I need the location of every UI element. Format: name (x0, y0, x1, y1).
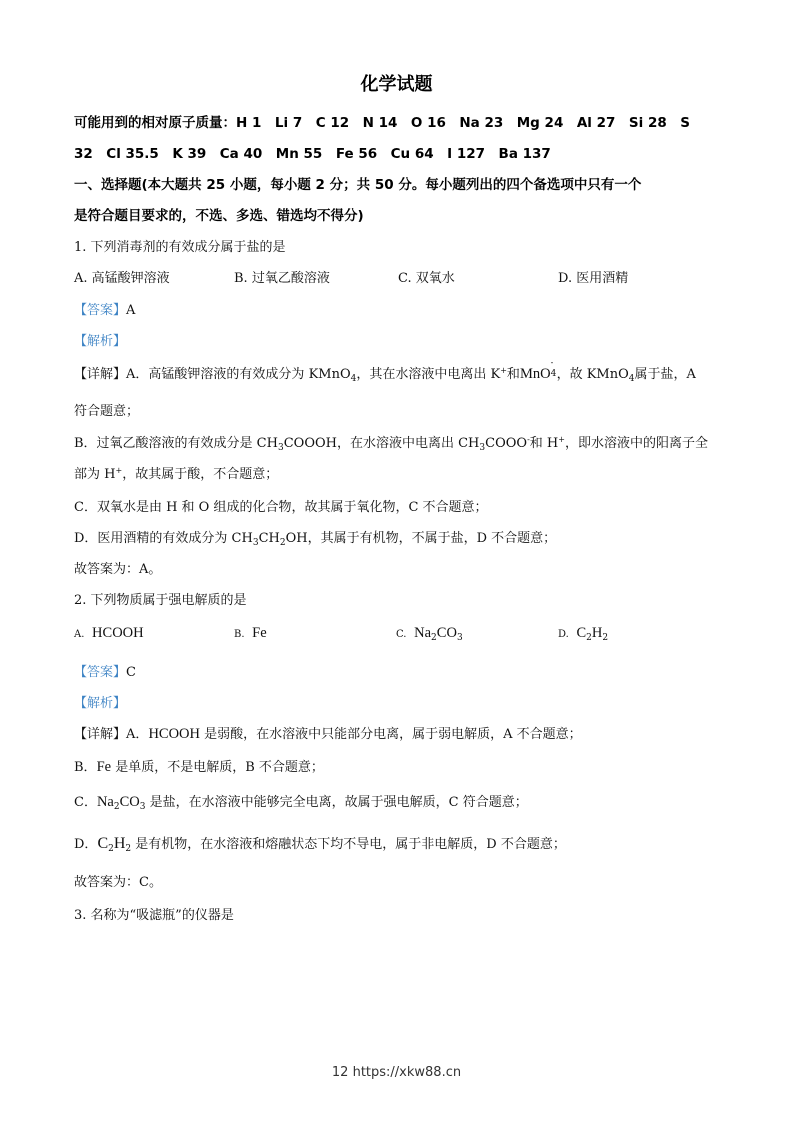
q1-detail-a: 【详解】A．高锰酸钾溶液的有效成分为 KMnO$_4$，其在水溶液中电离出 K+和MnO - 4 ，故 KMnO$_4$属于盐，A (74, 358, 696, 384)
q1-detail-b-cont-text-2: ，故其属于酸，不合题意； (122, 467, 279, 482)
q1-option-a: A. 高锰酸钾溶液 (74, 271, 170, 286)
q2-detail-b (74, 756, 324, 776)
analysis-label: 解析 (87, 334, 114, 349)
q1-detail-d-text-3: OH，其属于有机物，不属于盐，D 不合题意； (285, 531, 557, 546)
q2-option-a-formula: HCOOH (92, 625, 144, 641)
q2-detail-c-formula-2: CO (119, 794, 140, 810)
q2-option-c-sub-2: 3 (456, 633, 463, 643)
q2-detail-c (74, 791, 528, 812)
q2-conclusion: 故答案为：C。 (74, 875, 162, 890)
q2-detail-a-formula: HCOOH (148, 726, 200, 742)
q2-option-c-sub-1: 2 (431, 633, 437, 643)
q1-detail-a-sub-1: 4 (350, 374, 357, 384)
q1-detail-b-text-4: 和 H (529, 436, 559, 451)
q1-detail-a-ion-sub: 4 (550, 369, 557, 379)
q1-detail-d-sub-2: 2 (279, 538, 286, 548)
q2-detail-b-text-1: B． (74, 760, 97, 775)
q1-detail-a-ion-sup: - (550, 358, 554, 367)
section-heading-line-2: 是符合题目要求的，不选、多选、错选均不得分) (74, 208, 364, 224)
q1-detail-d (74, 527, 556, 548)
q2-option-c (396, 625, 463, 643)
q1-detail-a-sup-1: + (500, 366, 507, 375)
q1-detail-b-cont-text-1: 部为 H (74, 467, 116, 482)
q1-detail-b-sub-1: 3 (277, 443, 284, 453)
q1-detail-a-text-4: ，故 KMnO (556, 367, 629, 382)
q1-detail-b-cont-sup: + (115, 466, 123, 475)
q1-detail-d-sub-1: 3 (252, 538, 259, 548)
q2-option-a-letter: A. (74, 629, 85, 640)
analysis-label: 解析 (87, 696, 114, 711)
q1-stem: 1. 下列消毒剂的有效成分属于盐的是 (74, 240, 286, 255)
q1-detail-a-cont: 符合题意； (74, 404, 140, 419)
q2-detail-a: 【详解】A．HCOOH 是弱酸，在水溶液中只能部分电离，属于弱电解质，A 不合题意； (74, 726, 582, 742)
q2-option-d (558, 625, 608, 643)
page-footer: 12 https://xkw88.cn (331, 1065, 462, 1080)
q2-detail-c-sub-1: 2 (113, 802, 120, 812)
q1-detail-b-text-5: ，即水溶液中的阳离子全 (564, 436, 708, 451)
q2-option-b-letter: B. (234, 629, 245, 640)
q1-detail-d-text-2: CH (258, 531, 280, 546)
q1-detail-b-cont (74, 463, 278, 482)
q2-detail-d-text-2: 是有机物，在水溶液和熔融状态下均不导电，属于非电解质，D 不合题意； (131, 837, 566, 852)
q2-option-c-formula-2: CO (436, 625, 457, 641)
q2-detail-c-sub-2: 3 (139, 802, 146, 812)
q1-detail-b-text-2: COOOH，在水溶液中电离出 CH (283, 436, 480, 451)
q1-answer-value: A (126, 303, 136, 318)
answer-label: 答案 (87, 303, 114, 318)
q1-detail-b (74, 432, 708, 453)
q2-detail-b-formula: Fe (96, 759, 112, 775)
answer-label: 答案 (87, 665, 114, 680)
q2-detail-b-text-2: 是单质，不是电解质，B 不合题意； (111, 760, 324, 775)
detail-label: 详解 (87, 367, 114, 382)
q3-stem: 3. 名称为“吸滤瓶”的仪器是 (74, 908, 234, 923)
q2-detail-a-text-2: 是弱酸，在水溶液中只能部分电离，属于弱电解质，A 不合题意； (200, 727, 582, 742)
q1-detail-b-sub-2: 3 (479, 443, 486, 453)
q1-option-c: C. 双氧水 (398, 271, 455, 286)
q1-answer: 【答案】A (74, 303, 136, 318)
q1-detail-b-text-1: B．过氧乙酸溶液的有效成分是 CH (74, 436, 278, 451)
q1-analysis-label: 【解析】 (74, 334, 127, 349)
q1-option-d: D. 医用酒精 (558, 271, 629, 286)
q1-detail-a-ion: MnO (519, 366, 551, 382)
q2-option-b (234, 625, 267, 642)
q1-option-b: B. 过氧乙酸溶液 (234, 271, 330, 286)
q2-stem: 2. 下列物质属于强电解质的是 (74, 593, 247, 608)
detail-label: 详解 (87, 727, 114, 742)
q1-detail-a-text-2: ，其在水溶液中电离出 K (356, 367, 501, 382)
q1-conclusion: 故答案为：A。 (74, 562, 162, 577)
q2-option-d-formula-1: C (576, 625, 587, 641)
q1-detail-b-sup-2: + (558, 435, 565, 444)
q1-detail-d-text-1: D．医用酒精的有效成分为 CH (74, 531, 253, 546)
q2-option-d-sub-2: 2 (602, 633, 609, 643)
q1-detail-b-sup-1: - (527, 435, 530, 444)
q2-option-d-sub-1: 2 (586, 633, 592, 643)
q2-detail-c-formula-1: Na (96, 794, 114, 810)
atomic-masses-line-1: 可能用到的相对原子质量：H 1 Li 7 C 12 N 14 O 16 Na 23 Mg 24 Al 27 Si 28 S (74, 115, 690, 131)
q2-option-c-letter: C. (396, 629, 407, 640)
q2-option-a (74, 625, 144, 642)
q2-detail-d-formula-2: H (113, 835, 126, 852)
q1-detail-a-text-5: 属于盐，A (634, 367, 696, 382)
q2-detail-d-sub-2: 2 (125, 844, 132, 854)
q2-detail-d-text-1: D． (74, 837, 98, 852)
q2-option-d-formula-2: H (591, 625, 603, 641)
q1-detail-c: C．双氧水是由 H 和 O 组成的化合物，故其属于氧化物，C 不合题意； (74, 500, 488, 515)
q2-answer: 【答案】C (74, 665, 136, 680)
q2-analysis-label: 【解析】 (74, 696, 127, 711)
q2-answer-value: C (126, 665, 136, 680)
q2-option-d-letter: D. (558, 629, 569, 640)
q2-detail-c-text-2: 是盐，在水溶液中能够完全电离，故属于强电解质，C 符合题意； (145, 795, 528, 810)
q1-detail-a-sub-2: 4 (628, 374, 635, 384)
q2-detail-a-text-1: A． (126, 727, 149, 742)
q2-detail-d-formula-1: C (97, 835, 109, 852)
q2-option-c-formula-1: Na (414, 625, 432, 641)
atomic-masses-line-2: 32 Cl 35.5 K 39 Ca 40 Mn 55 Fe 56 Cu 64 I 127 Ba 137 (74, 146, 551, 162)
q1-detail-b-text-3: COOO (485, 436, 528, 451)
q2-detail-d (74, 833, 566, 854)
q1-detail-a-text-1: A．高锰酸钾溶液的有效成分为 KMnO (126, 367, 351, 382)
q2-detail-d-sub-1: 2 (108, 844, 114, 854)
page-title: 化学试题 (360, 74, 433, 95)
section-heading-line-1: 一、选择题(本大题共 25 小题，每小题 2 分；共 50 分。每小题列出的四个备选项中只有一个 (74, 177, 642, 193)
q2-detail-c-text-1: C． (74, 795, 97, 810)
q1-detail-a-text-3: 和 (506, 367, 520, 382)
q2-option-b-formula: Fe (252, 625, 267, 641)
